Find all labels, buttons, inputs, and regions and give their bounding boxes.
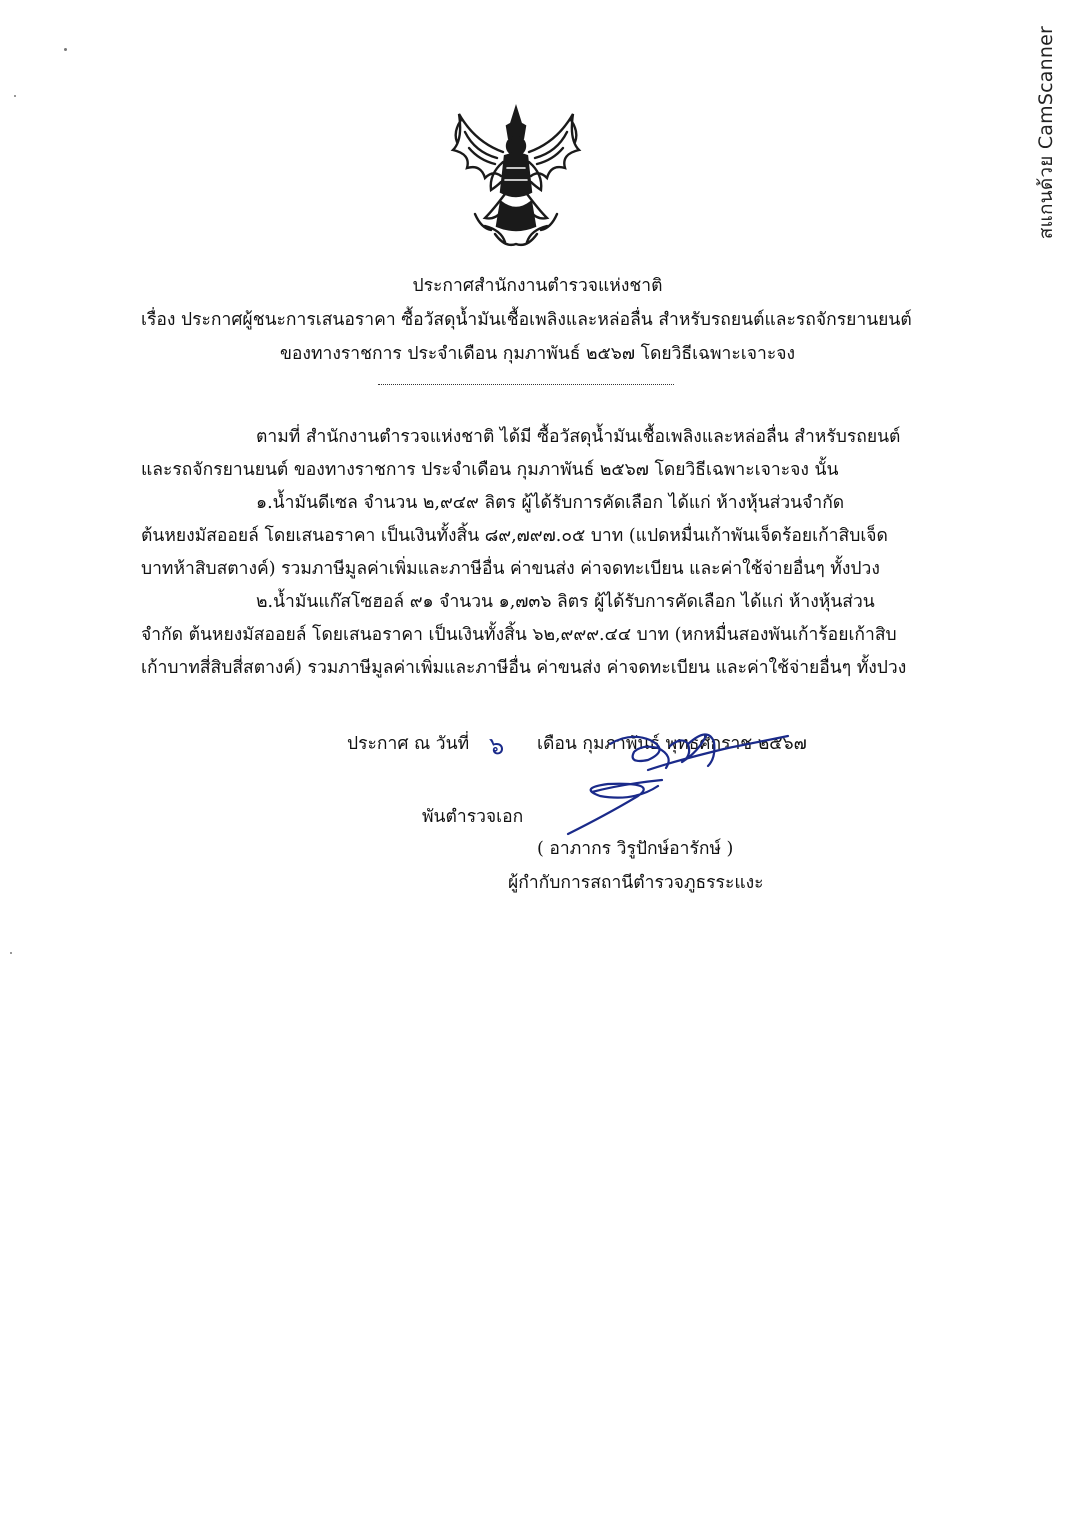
announce-date-prefix: ประกาศ ณ วันที่ — [347, 734, 470, 754]
handwritten-signature-icon — [538, 722, 798, 842]
intro-line-1: ตามที่ สำนักงานตำรวจแห่งชาติ ได้มี ซื้อวัสดุน้ำมันเชื้อเพลิงและหล่อลื่น สำหรับรถยนต์ — [256, 427, 901, 447]
item1-line-3: บาทห้าสิบสตางค์) รวมภาษีมูลค่าเพิ่มและภาษีอื่น ค่าขนส่ง ค่าจดทะเบียน และค่าใช้จ่ายอื่นๆ ทั้งปวง — [141, 559, 880, 579]
camscanner-watermark: สแกนด้วย CamScanner — [1035, 26, 1057, 240]
dotted-separator — [378, 378, 674, 385]
item1-line-2: ต้นหยงมัสออยล์ โดยเสนอราคา เป็นเงินทั้งสิ้น ๘๙,๗๙๗.๐๕ บาท (แปดหมื่นเก้าพันเจ็ดร้อยเก้าสิบเจ็ด — [141, 526, 888, 546]
subject-line-1: เรื่อง ประกาศผู้ชนะการเสนอราคา ซื้อวัสดุน้ำมันเชื้อเพลิงและหล่อลื่น สำหรับรถยนต์และรถจักรยานยนต์ — [141, 310, 912, 330]
signatory-rank: พันตำรวจเอก — [422, 807, 524, 827]
item1-line-1: ๑.น้ำมันดีเซล จำนวน ๒,๙๔๙ ลิตร ผู้ได้รับการคัดเลือก ได้แก่ ห้างหุ้นส่วนจำกัด — [256, 493, 845, 513]
announce-date-suffix: เดือน กุมภาพันธ์ พุทธศักราช ๒๕๖๗ — [537, 734, 807, 754]
signatory-name: ( อาภากร วิรูปักษ์อารักษ์ ) — [537, 839, 734, 859]
announcement-agency: ประกาศสำนักงานตำรวจแห่งชาติ — [412, 276, 663, 296]
announce-day-handwritten: ๖ — [489, 732, 505, 760]
item2-line-2: จำกัด ต้นหยงมัสออยล์ โดยเสนอราคา เป็นเงินทั้งสิ้น ๖๒,๙๙๙.๔๔ บาท (หกหมื่นสองพันเก้าร้อยเก้าสิบ — [141, 625, 897, 645]
subject-line-2: ของทางราชการ ประจำเดือน กุมภาพันธ์ ๒๕๖๗ โดยวิธีเฉพาะเจาะจง — [279, 344, 796, 364]
item2-line-3: เก้าบาทสี่สิบสี่สตางค์) รวมภาษีมูลค่าเพิ่มและภาษีอื่น ค่าขนส่ง ค่าจดทะเบียน และค่าใช้จ่ายอื่นๆ ทั้งปวง — [141, 658, 907, 678]
scan-speck — [64, 48, 67, 51]
garuda-emblem-icon — [445, 102, 587, 252]
scan-speck — [10, 952, 12, 954]
item2-line-1: ๒.น้ำมันแก๊สโซฮอล์ ๙๑ จำนวน ๑,๗๓๖ ลิตร ผู้ได้รับการคัดเลือก ได้แก่ ห้างหุ้นส่วน — [256, 592, 875, 612]
scan-speck — [14, 95, 16, 97]
intro-line-2: และรถจักรยานยนต์ ของทางราชการ ประจำเดือน กุมภาพันธ์ ๒๕๖๗ โดยวิธีเฉพาะเจาะจง นั้น — [141, 460, 839, 480]
signatory-position: ผู้กำกับการสถานีตำรวจภูธรระแงะ — [508, 873, 764, 893]
